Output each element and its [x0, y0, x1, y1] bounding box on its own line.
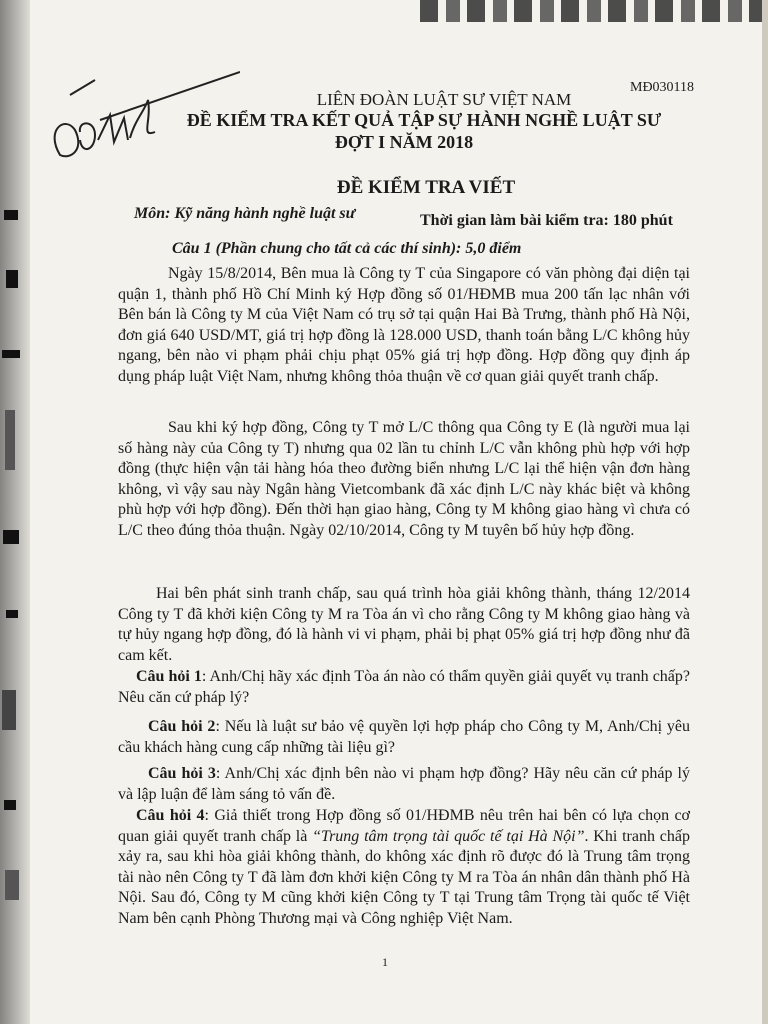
sub-question-text-cont: . Khi tranh chấp xảy ra, sau khi hòa giải không thành, do không xác định rõ được đó là Trung tâm trọng tài nào nên Công ty T đã làm đơn khởi kiện Công ty M ra Tòa án nhân dân thành phố Hà Nội. Sau đó, Công ty M cũng khởi kiện Công ty T tại Trung tâm Trọng tài quốc tế Việt Nam bên cạnh Phòng Thương mại và Công nghiệp Việt Nam.: [118, 827, 691, 927]
scan-edge-right: [762, 0, 768, 1024]
case-paragraph-2: Sau khi ký hợp đồng, Công ty T mở L/C thông qua Công ty E (là người mua lại số hàng này của Công ty T) nhưng qua 02 lần tu chỉnh L/C vẫn không phù hợp với hợp đồng (thực hiện vận tải hàng hóa theo đường biển nhưng L/C lại thể hiện vận đơn hàng không, vì vậy sau này Ngân hàng Vietcombank đã xác định L/C này khác biệt và không phù hợp với hợp đồng). Đến thời hạn giao hàng, Công ty M không giao hàng vì chưa có L/C theo đúng thỏa thuận. Ngày 02/10/2014, Công ty M tuyên bố hủy hợp đồng.: [118, 419, 690, 539]
document-title: ĐỀ KIỂM TRA KẾT QUẢ TẬP SỰ HÀNH NGHỀ LUẬT SƯ: [186, 110, 662, 130]
exam-time: Thời gian làm bài kiểm tra: 180 phút: [420, 212, 673, 229]
punch-marks-left: [0, 150, 30, 950]
sub-question-text: : Nếu là luật sư bảo vệ quyền lợi hợp pháp cho Công ty M, Anh/Chị yêu cầu khách hàng cung cấp những tài liệu gì?: [118, 718, 691, 756]
sub-question-label: Câu hỏi 1: [136, 668, 202, 685]
sub-question-label: Câu hỏi 2: [148, 718, 216, 735]
case-paragraph-1: Ngày 15/8/2014, Bên mua là Công ty T của Singapore có văn phòng đại diện tại quận 1, thành phố Hồ Chí Minh ký Hợp đồng số 01/HĐMB mua 200 tấn lạc nhân với Bên bán là Công ty M của Việt Nam có trụ sở tại quận Hai Bà Trưng, thành phố Hà Nội, đơn giá 640 USD/MT, giá trị hợp đồng là 128.000 USD, thanh toán bằng L/C không hủy ngang, bên nào vi phạm phải chịu phạt 05% giá trị hợp đồng. Hợp đồng quy định áp dụng pháp luật Việt Nam, nhưng không thỏa thuận về cơ quan giải quyết tranh chấp.: [118, 265, 690, 385]
question-1-heading: Câu 1 (Phần chung cho tất cả các thí sinh): 5,0 điểm: [172, 240, 522, 257]
exam-title: ĐỀ KIỂM TRA VIẾT: [336, 177, 516, 198]
sub-question-text: : Anh/Chị xác định bên nào vi phạm hợp đồng? Hãy nêu căn cứ pháp lý và lập luận để làm sáng tỏ vấn đề.: [118, 765, 691, 803]
page-number: 1: [382, 955, 388, 969]
sub-question-4: [118, 806, 690, 930]
scan-edge-marks-top: [420, 0, 768, 22]
arbitration-center-quote: “Trung tâm trọng tài quốc tế tại Hà Nội”: [312, 827, 585, 845]
sub-question-label: Câu hỏi 3: [148, 765, 216, 782]
sub-question-text: : Anh/Chị hãy xác định Tòa án nào có thẩm quyền giải quyết vụ tranh chấp? Nêu căn cứ pháp lý?: [118, 668, 690, 706]
sub-question-1: [118, 667, 690, 708]
document-code: MĐ030118: [630, 80, 695, 95]
case-paragraph-3: Hai bên phát sinh tranh chấp, sau quá trình hòa giải không thành, tháng 12/2014 Công ty T đã khởi kiện Công ty M ra Tòa án vì cho rằng Công ty M không giao hàng và tự hủy ngang hợp đồng, đó là hành vi vi phạm, phải bị phạt 05% giá trị hợp đồng như đã cam kết.: [118, 585, 690, 664]
sub-question-label: Câu hỏi 4: [136, 807, 205, 824]
exam-round: ĐỢT I NĂM 2018: [334, 132, 474, 152]
sub-question-3: [118, 764, 690, 805]
sub-question-2: [118, 717, 690, 758]
exam-subject: Môn: Kỹ năng hành nghề luật sư: [134, 205, 356, 222]
organization-name: LIÊN ĐOÀN LUẬT SƯ VIỆT NAM: [316, 90, 572, 109]
sub-question-text: : Giả thiết trong Hợp đồng số 01/HĐMB nêu trên hai bên có lựa chọn cơ quan giải quyết tranh chấp là: [118, 807, 691, 845]
